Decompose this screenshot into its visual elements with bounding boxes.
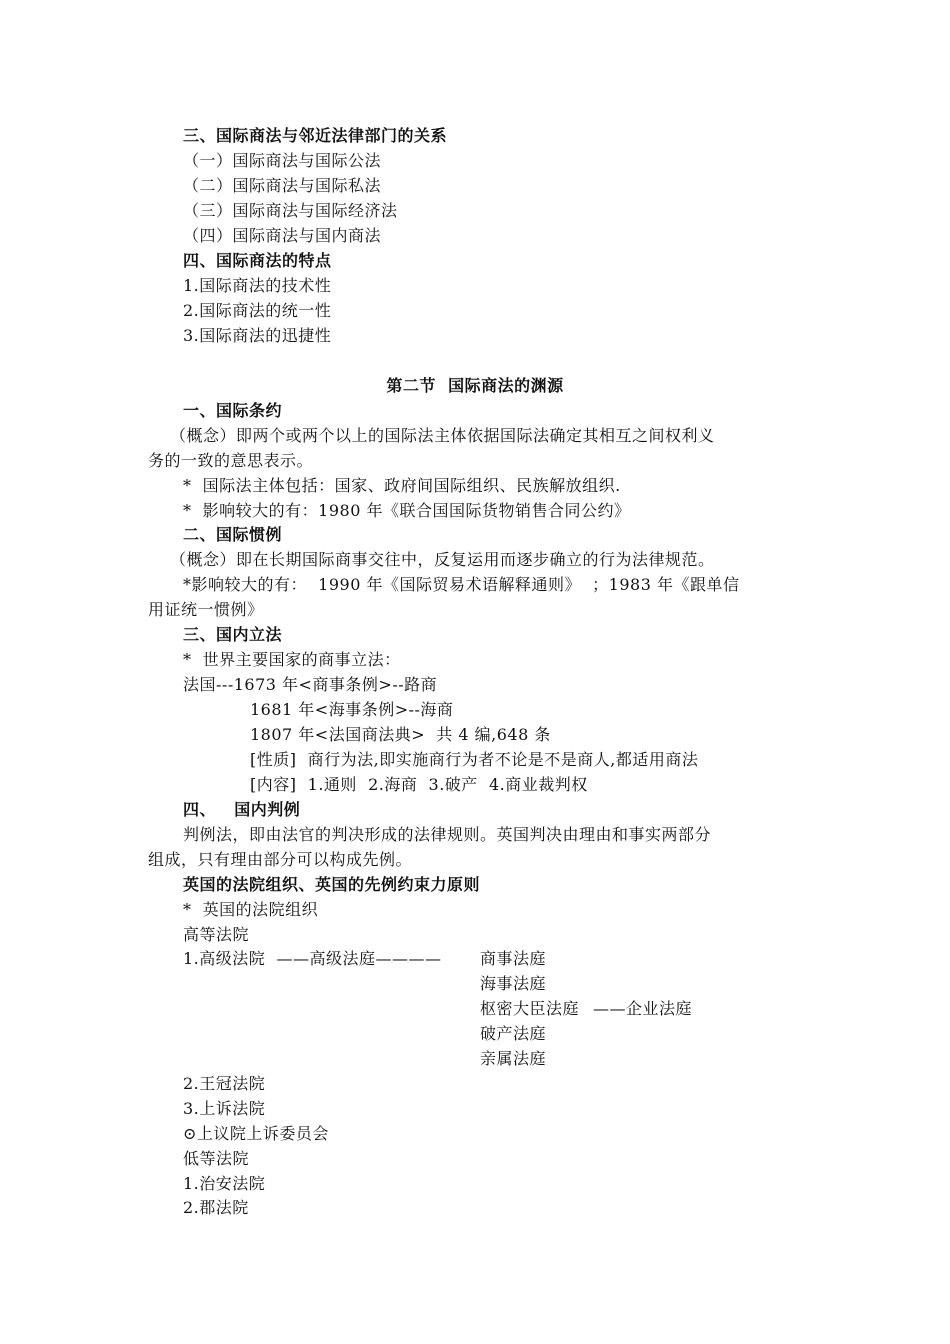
france-line: 1807 年<法国商法典> 共 4 编,648 条: [250, 725, 551, 744]
paragraph-line: 用证统一惯例》: [148, 600, 264, 619]
paragraph-line: 务的一致的意思表示。: [148, 451, 314, 470]
list-item: （一）国际商法与国际公法: [183, 151, 382, 170]
list-item: 3.国际商法的迅捷性: [183, 326, 332, 345]
bullet-line: * 影响较大的有：1980 年《联合国国际货物销售合同公约》: [183, 501, 631, 520]
court-tier-higher: 高等法院: [183, 925, 250, 944]
section-title: 第二节 国际商法的渊源: [386, 376, 564, 395]
subheading-uk-courts: 英国的法院组织、英国的先例约束力原则: [183, 875, 481, 894]
subheading-caselaw: 四、 国内判例: [183, 800, 301, 819]
court-item: 3.上诉法院: [183, 1099, 266, 1118]
bullet-line: * 英国的法院组织: [183, 900, 319, 919]
section-heading-relations: 三、国际商法与邻近法律部门的关系: [183, 126, 448, 145]
list-item: 2.国际商法的统一性: [183, 301, 332, 320]
subheading-custom: 二、国际惯例: [183, 525, 283, 544]
court-item: 1.治安法院: [183, 1174, 266, 1193]
list-item: （四）国际商法与国内商法: [183, 226, 382, 245]
court-item: ⊙上议院上诉委员会: [183, 1124, 329, 1143]
france-line: 法国---1673 年<商事条例>--路商: [183, 675, 438, 694]
bullet-line: * 国际法主体包括：国家、政府间国际组织、民族解放组织.: [183, 476, 621, 495]
chancery-branch: ——企业法庭: [593, 999, 693, 1018]
high-court-line: 1.高级法院 ——高级法庭————: [183, 949, 442, 968]
division-item: 亲属法庭: [480, 1049, 547, 1068]
subheading-treaty: 一、国际条约: [183, 401, 283, 420]
division-item: 枢密大臣法庭: [480, 999, 580, 1018]
list-item: （二）国际商法与国际私法: [183, 176, 382, 195]
court-item: 2.郡法院: [183, 1198, 249, 1217]
paragraph-line: *影响较大的有： 1990 年《国际贸易术语解释通则》 ；1983 年《跟单信: [183, 575, 740, 594]
paragraph-line: （概念）即在长期国际商事交往中，反复运用而逐步确立的行为法律规范。: [170, 550, 715, 569]
section-heading-features: 四、国际商法的特点: [183, 251, 332, 270]
paragraph-line: （概念）即两个或两个以上的国际法主体依据国际法确定其相互之间权利义: [170, 426, 715, 445]
subheading-domestic: 三、国内立法: [183, 625, 283, 644]
list-item: 1.国际商法的技术性: [183, 276, 332, 295]
code-nature: [性质] 商行为法,即实施商行为者不论是不是商人,都适用商法: [250, 750, 699, 769]
france-line: 1681 年<海事条例>--海商: [250, 700, 454, 719]
division-item: 破产法庭: [480, 1024, 547, 1043]
court-item: 2.王冠法院: [183, 1074, 266, 1093]
code-content: [内容] 1.通则 2.海商 3.破产 4.商业裁判权: [250, 775, 588, 794]
court-tier-lower: 低等法院: [183, 1149, 250, 1168]
division-item: 商事法庭: [480, 949, 547, 968]
list-item: （三）国际商法与国际经济法: [183, 201, 398, 220]
bullet-line: * 世界主要国家的商事立法：: [183, 650, 401, 669]
paragraph-line: 判例法，即由法官的判决形成的法律规则。英国判决由理由和事实两部分: [183, 825, 712, 844]
paragraph-line: 组成，只有理由部分可以构成先例。: [148, 850, 413, 869]
division-item: 海事法庭: [480, 974, 547, 993]
